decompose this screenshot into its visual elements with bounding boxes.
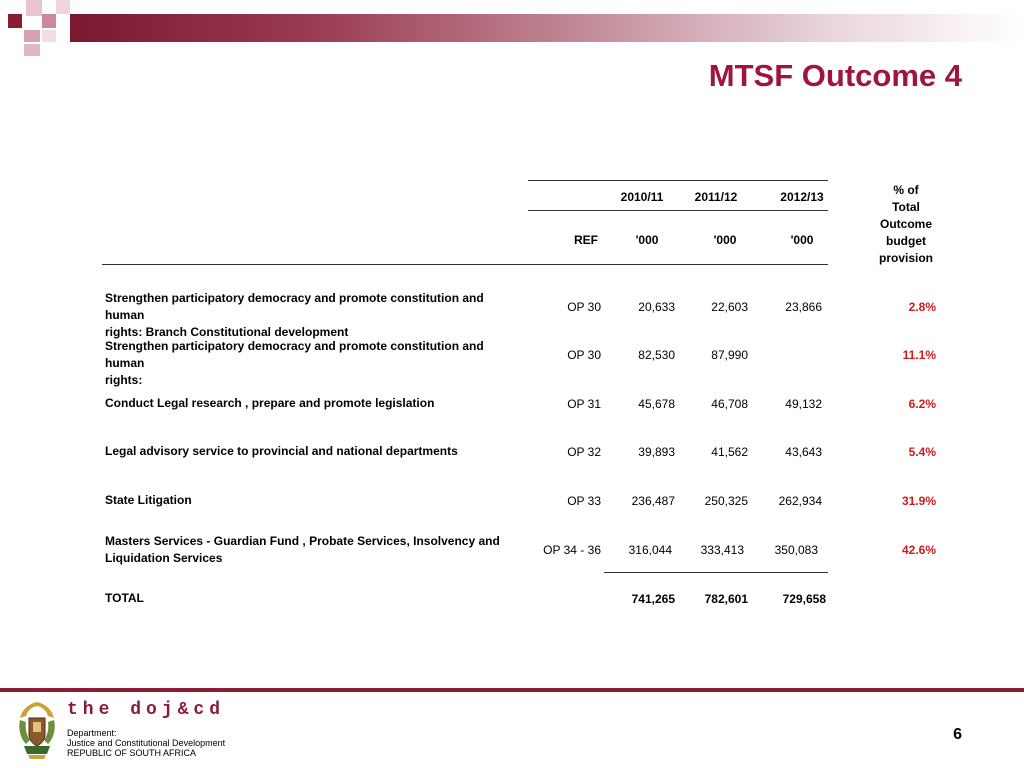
table-cell-pct: 2.8%: [908, 300, 936, 314]
table-cell-value: 22,603: [711, 300, 748, 314]
table-cell-pct: 31.9%: [901, 494, 936, 508]
table-cell-value: 250,325: [704, 494, 748, 508]
header-rule-bottom: [102, 264, 828, 265]
table-cell-value: 82,530: [638, 348, 675, 362]
table-cell-value: 49,132: [785, 397, 822, 411]
total-label: TOTAL: [105, 591, 144, 605]
total-value: 729,658: [782, 592, 826, 606]
table-cell-value: 45,678: [638, 397, 675, 411]
table-cell-ref: OP 31: [567, 397, 601, 411]
table-cell-value: 46,708: [711, 397, 748, 411]
pct-header-line: provision: [878, 251, 933, 265]
pct-header-line: Outcome: [879, 217, 932, 231]
table-cell-value: 262,934: [778, 494, 822, 508]
total-rule: [604, 572, 828, 573]
col-header-2012-13: 2012/13: [780, 190, 824, 204]
table-row-description: [105, 443, 505, 460]
table-cell-value: 39,893: [638, 445, 675, 459]
description-line: Masters Services - Guardian Fund , Probate Services, Insolvency and: [105, 534, 500, 548]
table-cell-ref: OP 30: [567, 300, 601, 314]
col-header-unit: '000: [713, 233, 737, 247]
department-line: REPUBLIC OF SOUTH AFRICA: [67, 748, 197, 758]
table-cell-value: 236,487: [631, 494, 675, 508]
total-value: 782,601: [704, 592, 748, 606]
table-row-description: [105, 395, 505, 412]
table-cell-value: 333,413: [700, 543, 744, 557]
col-header-2010-11: 2010/11: [620, 190, 664, 204]
col-header-unit: '000: [635, 233, 659, 247]
table-cell-value: 316,044: [628, 543, 672, 557]
col-header-pct: [866, 182, 946, 267]
table-cell-pct: 42.6%: [901, 543, 936, 557]
page-number: 6: [953, 726, 962, 743]
col-header-unit: '000: [790, 233, 814, 247]
table-cell-value: 350,083: [774, 543, 818, 557]
table-cell-value: 43,643: [785, 445, 822, 459]
table-cell-ref: OP 32: [567, 445, 601, 459]
table-row-description: [105, 533, 505, 567]
table-cell-value: 20,633: [638, 300, 675, 314]
description-line: Conduct Legal research , prepare and promote legislation: [105, 396, 435, 410]
description-line: Strengthen participatory democracy and promote constitution and human: [105, 291, 484, 322]
table-cell-value: 41,562: [711, 445, 748, 459]
coat-of-arms-icon: [14, 698, 60, 760]
pct-header-line: budget: [886, 234, 926, 248]
table-cell-ref: OP 33: [567, 494, 601, 508]
department-text: [67, 728, 225, 758]
description-line: rights:: [105, 373, 143, 387]
brand-wordmark: the doj&cd: [67, 700, 226, 720]
slide-title: MTSF Outcome 4: [708, 58, 962, 93]
table-cell-pct: 5.4%: [908, 445, 936, 459]
col-header-2011-12: 2011/12: [694, 190, 738, 204]
table-cell-pct: 6.2%: [908, 397, 936, 411]
total-value: 741,265: [631, 592, 675, 606]
table-cell-value: 23,866: [785, 300, 822, 314]
department-line: Justice and Constitutional Development: [67, 738, 226, 748]
description-line: Strengthen participatory democracy and promote constitution and human: [105, 339, 484, 370]
col-header-ref: REF: [574, 233, 598, 247]
table-cell-ref: OP 30: [567, 348, 601, 362]
table-cell-value: 87,990: [711, 348, 748, 362]
description-line: Liquidation Services: [105, 551, 223, 565]
pct-header-line: Total: [892, 200, 920, 214]
table-row-description: [105, 338, 505, 389]
pct-header-line: % of: [893, 183, 919, 197]
table-cell-ref: OP 34 - 36: [543, 543, 601, 557]
table-row-description: [105, 290, 505, 341]
header-rule-top: [528, 180, 828, 181]
table-cell-pct: 11.1%: [902, 348, 936, 362]
table-row-description: [105, 492, 505, 509]
header-rule-mid: [528, 210, 828, 211]
footer-divider: [0, 688, 1024, 692]
description-line: rights: Branch Constitutional development: [105, 325, 349, 339]
department-line: Department:: [67, 728, 117, 738]
description-line: State Litigation: [105, 493, 192, 507]
description-line: Legal advisory service to provincial and national departments: [105, 444, 458, 458]
